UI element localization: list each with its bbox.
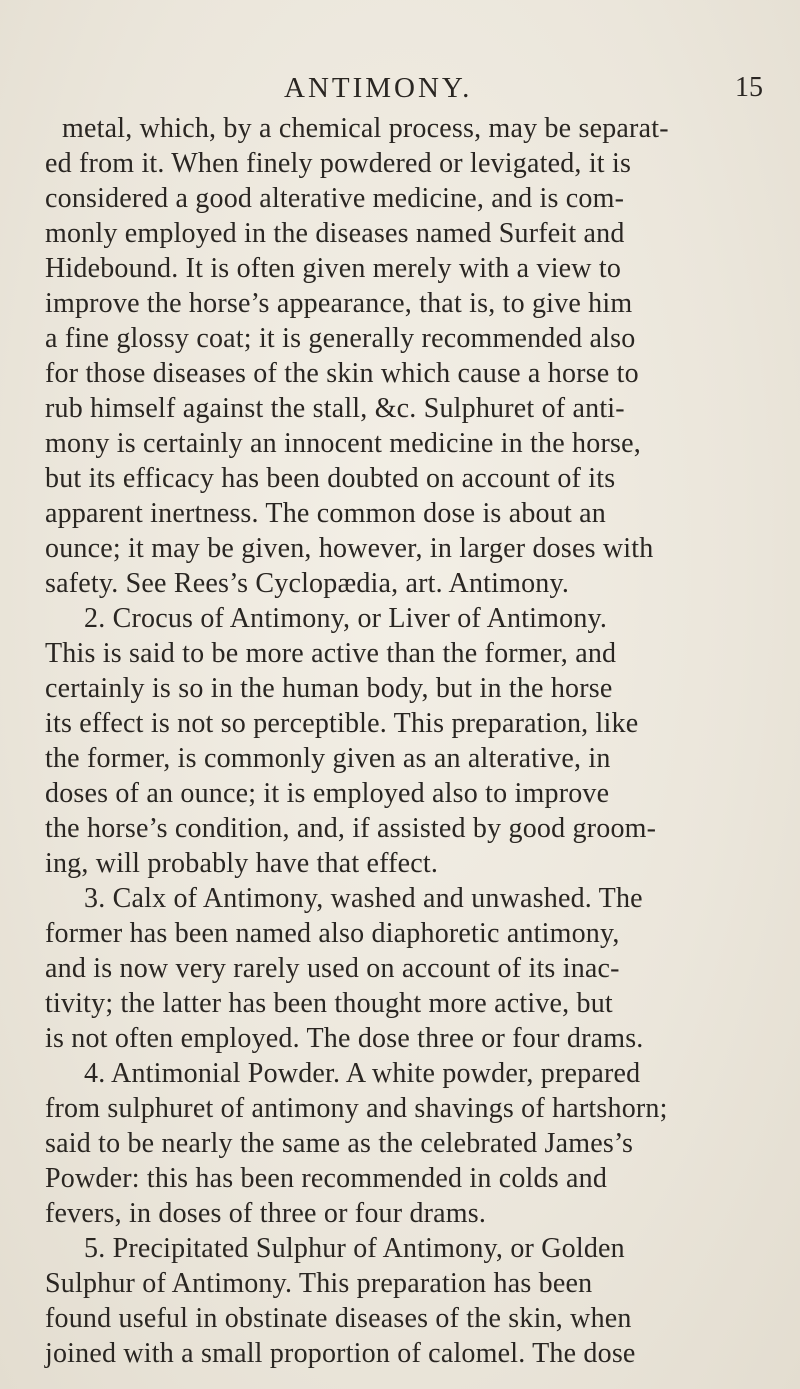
text-line: former has been named also diaphoretic antimony,: [45, 918, 620, 949]
text-line: 3. Calx of Antimony, washed and unwashed. The: [84, 883, 643, 914]
running-title: ANTIMONY.: [284, 72, 473, 104]
text-line: its effect is not so perceptible. This preparation, like: [45, 708, 639, 739]
text-line: and is now very rarely used on account of its inac-: [45, 953, 620, 984]
text-line: apparent inertness. The common dose is about an: [45, 498, 606, 529]
text-line: ed from it. When finely powdered or levigated, it is: [45, 148, 632, 179]
text-line: said to be nearly the same as the celebrated James’s: [45, 1128, 634, 1159]
text-line: the horse’s condition, and, if assisted by good groom-: [45, 813, 657, 844]
text-line: improve the horse’s appearance, that is, to give him: [45, 288, 633, 319]
text-line: joined with a small proportion of calomel. The dose: [45, 1338, 636, 1369]
text-line: ing, will probably have that effect.: [45, 848, 439, 879]
text-line: for those diseases of the skin which cause a horse to: [45, 358, 639, 389]
text-line: Powder: this has been recommended in colds and: [45, 1163, 608, 1194]
text-line: certainly is so in the human body, but in the horse: [45, 673, 613, 704]
text-line: Sulphur of Antimony. This preparation has been: [45, 1268, 593, 1299]
text-line: tivity; the latter has been thought more active, but: [45, 988, 613, 1019]
text-line: 2. Crocus of Antimony, or Liver of Antimony.: [84, 603, 608, 634]
text-line: safety. See Rees’s Cyclopædia, art. Antimony.: [45, 568, 570, 599]
text-line: monly employed in the diseases named Surfeit and: [45, 218, 625, 249]
text-line: 4. Antimonial Powder. A white powder, prepared: [84, 1058, 641, 1089]
text-line: This is said to be more active than the former, and: [45, 638, 617, 669]
page-number: 15: [735, 72, 763, 103]
text-line: fevers, in doses of three or four drams.: [45, 1198, 487, 1229]
text-line: a fine glossy coat; it is generally recommended also: [45, 323, 636, 354]
text-line: but its efficacy has been doubted on account of its: [45, 463, 616, 494]
text-line: from sulphuret of antimony and shavings of hartshorn;: [45, 1093, 668, 1124]
text-line: is not often employed. The dose three or four drams.: [45, 1023, 644, 1054]
text-line: rub himself against the stall, &c. Sulphuret of anti-: [45, 393, 625, 424]
text-line: doses of an ounce; it is employed also to improve: [45, 778, 610, 809]
text-line: metal, which, by a chemical process, may be separat-: [62, 113, 669, 144]
text-line: considered a good alterative medicine, and is com-: [45, 183, 625, 214]
text-line: mony is certainly an innocent medicine in the horse,: [45, 428, 641, 459]
text-line: found useful in obstinate diseases of the skin, when: [45, 1303, 632, 1334]
text-line: 5. Precipitated Sulphur of Antimony, or Golden: [84, 1233, 625, 1264]
text-line: the former, is commonly given as an alterative, in: [45, 743, 611, 774]
running-head: [0, 72, 800, 112]
text-line: ounce; it may be given, however, in larger doses with: [45, 533, 654, 564]
text-line: Hidebound. It is often given merely with a view to: [45, 253, 622, 284]
